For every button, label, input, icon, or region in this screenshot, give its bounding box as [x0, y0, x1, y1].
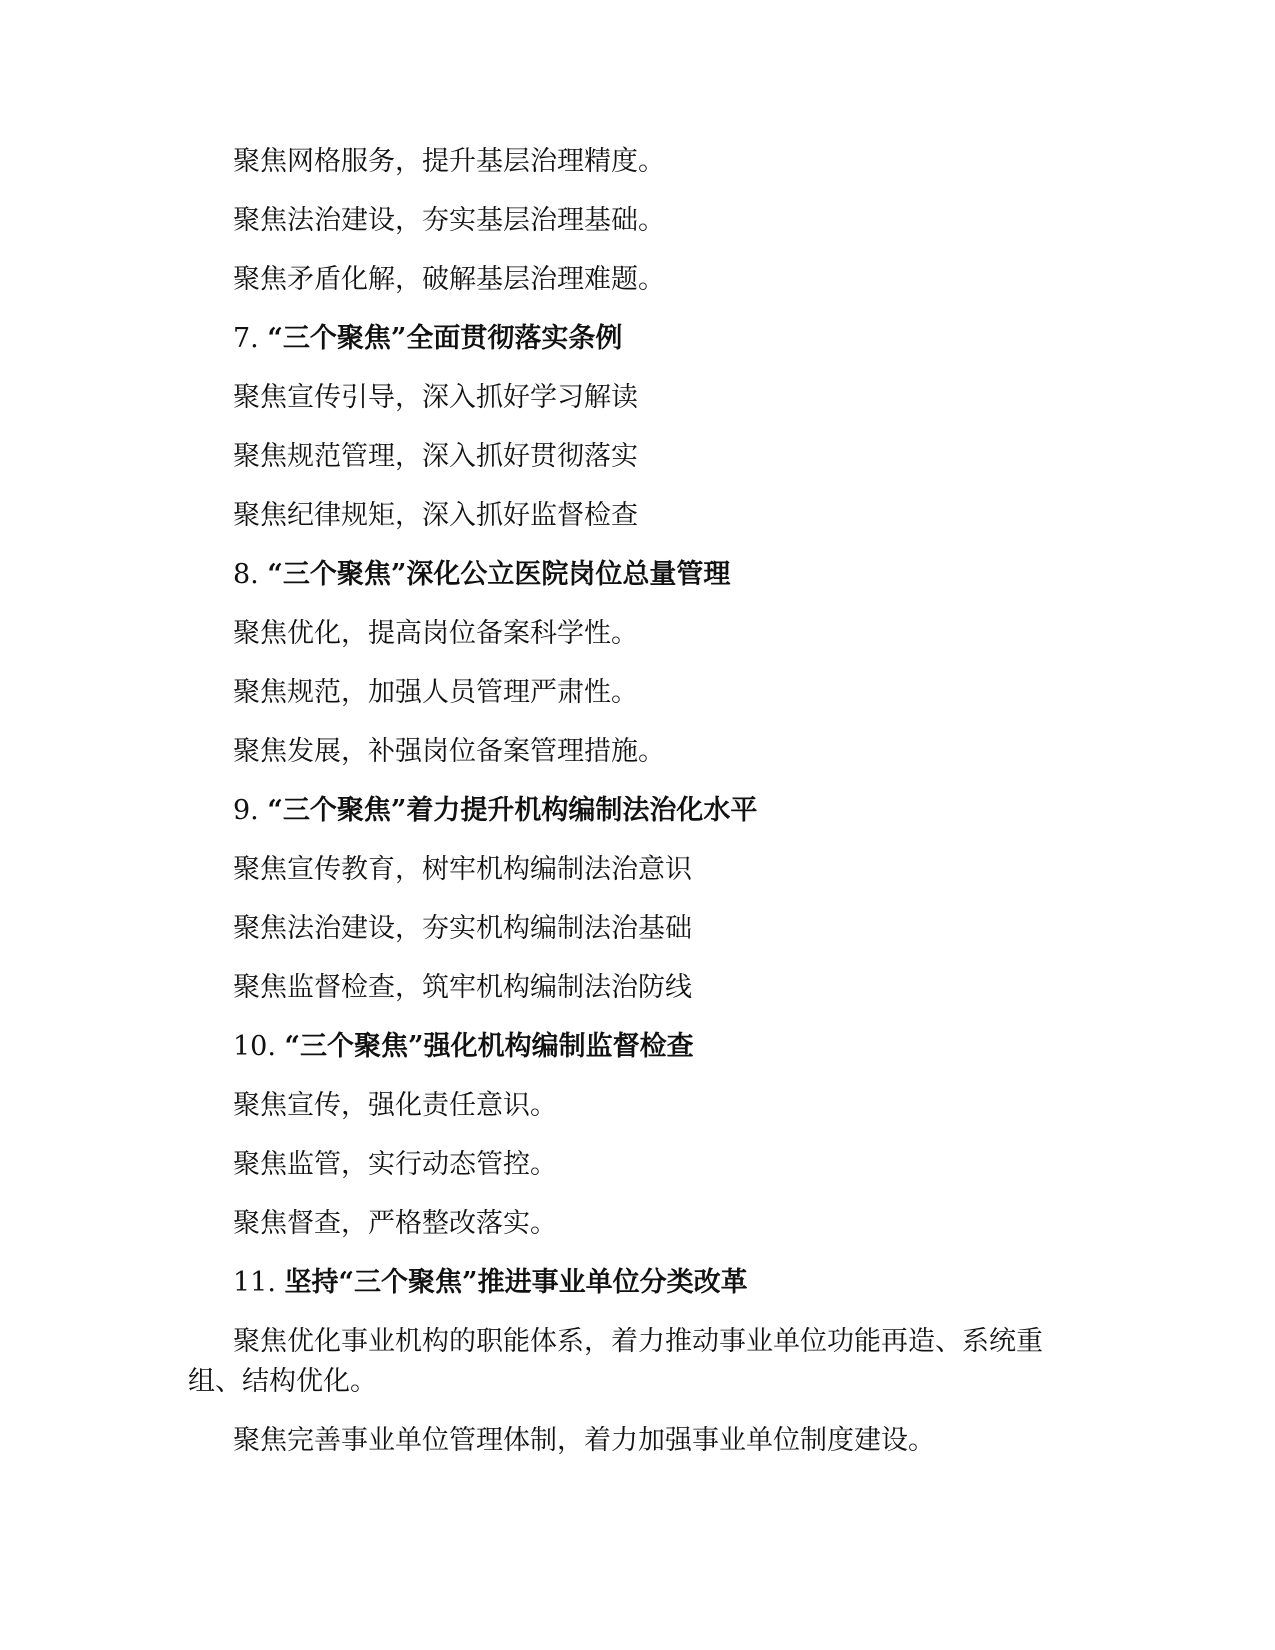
list-item: 聚焦监督检查，筑牢机构编制法治防线: [233, 972, 692, 1003]
section-heading: [188, 1027, 1088, 1067]
section-title: “三个聚焦”深化公立医院岗位总量管理: [267, 559, 731, 590]
section-heading: [188, 1263, 1088, 1303]
section-number: 9.: [233, 795, 268, 826]
paragraph: 聚焦完善事业单位管理体制，着力加强事业单位制度建设。: [233, 1425, 935, 1456]
list-item: 聚焦宣传教育，树牢机构编制法治意识: [233, 854, 692, 885]
list-item: 聚焦宣传，强化责任意识。: [233, 1090, 557, 1121]
list-item: 聚焦督查，严格整改落实。: [233, 1208, 557, 1239]
list-item: 聚焦法治建设，夯实基层治理基础。: [233, 205, 665, 236]
list-item: 聚焦法治建设，夯实机构编制法治基础: [233, 913, 692, 944]
section-heading: [188, 319, 1088, 359]
list-item: 聚焦矛盾化解，破解基层治理难题。: [233, 264, 665, 295]
section-number: 11.: [233, 1267, 285, 1298]
list-item: 聚焦监管，实行动态管控。: [233, 1149, 557, 1180]
list-item: 聚焦宣传引导，深入抓好学习解读: [233, 382, 638, 413]
list-item: 聚焦网格服务，提升基层治理精度。: [233, 146, 665, 177]
section-number: 8.: [233, 559, 268, 590]
section-heading: [188, 791, 1088, 831]
section-number: 7.: [233, 323, 268, 354]
section-title: “三个聚焦”强化机构编制监督检查: [284, 1031, 694, 1062]
section-title: “三个聚焦”全面贯彻落实条例: [267, 323, 623, 354]
document-body: [188, 142, 1088, 1480]
section-heading: [188, 555, 1088, 595]
list-item: 聚焦规范管理，深入抓好贯彻落实: [233, 441, 638, 472]
section-title: “三个聚焦”着力提升机构编制法治化水平: [267, 795, 758, 826]
list-item: 聚焦发展，补强岗位备案管理措施。: [233, 736, 665, 767]
list-item: 聚焦规范，加强人员管理严肃性。: [233, 677, 638, 708]
paragraph: 聚焦优化事业机构的职能体系，着力推动事业单位功能再造、系统重组、结构优化。: [188, 1326, 1043, 1397]
section-title: 坚持“三个聚焦”推进事业单位分类改革: [284, 1267, 748, 1298]
section-number: 10.: [233, 1031, 285, 1062]
list-item: 聚焦纪律规矩，深入抓好监督检查: [233, 500, 638, 531]
list-item: 聚焦优化，提高岗位备案科学性。: [233, 618, 638, 649]
